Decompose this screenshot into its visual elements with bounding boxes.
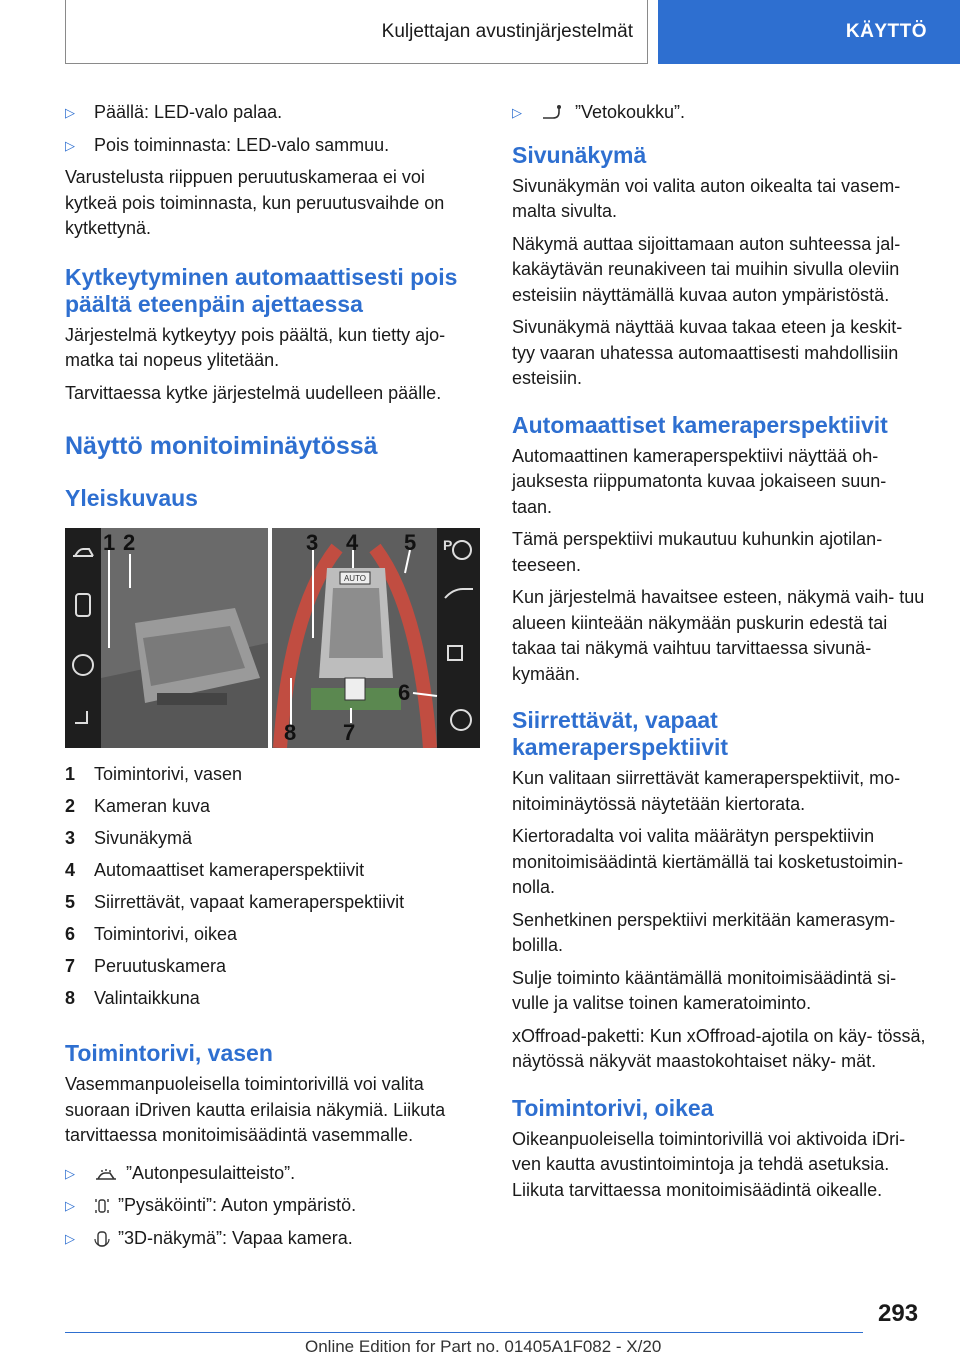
triangle-bullet-icon: ▷ xyxy=(65,1198,75,1213)
legend-row: 8 Valintaikkuna xyxy=(65,988,200,1008)
paragraph: Sulje toiminto kääntämällä monitoimisäädintä si- vulle ja valitse toinen kameratoiminto. xyxy=(512,967,897,1013)
legend-row: 2 Kameran kuva xyxy=(65,796,211,816)
3d-view-icon xyxy=(94,1229,110,1249)
paragraph: Kun järjestelmä havaitsee esteen, näkymä vaih- tuu alueen kiinteään näkymään puskurin edestä tai takaa tai näkymä vaihtuu tarvittaessa sivunä- kymään. xyxy=(512,587,925,684)
heading-toolbar-right: Toimintorivi, oikea xyxy=(512,1094,714,1121)
callout-8: 8 xyxy=(284,720,297,745)
callout-6: 6 xyxy=(398,680,411,705)
legend-row: 1 Toimintorivi, vasen xyxy=(65,764,243,784)
heading-toolbar-left: Toimintorivi, vasen xyxy=(65,1040,273,1066)
paragraph: Varustelusta riippuen peruutuskameraa ei voi kytkeä pois toiminnasta, kun peruutusvaihde on kytkettynä. xyxy=(65,167,445,238)
auto-label: AUTO xyxy=(343,574,367,583)
paragraph: Senhetkinen perspektiivi merkitään kamerasym- bolilla. xyxy=(512,909,896,955)
legend-row: 6 Toimintorivi, oikea xyxy=(65,924,238,944)
callout-4: 4 xyxy=(346,530,359,555)
legend-row: 5 Siirrettävät, vapaat kameraperspektiivit xyxy=(65,892,405,912)
heading-display: Näyttö monitoiminäytössä xyxy=(65,432,378,460)
page-number: 293 xyxy=(878,1300,919,1327)
list-item: ▷ ”3D-näkymä”: Vapaa kamera. xyxy=(65,1226,480,1252)
car-wash-icon xyxy=(94,1166,118,1182)
paragraph: Vasemmanpuoleisella toimintorivillä voi valita suoraan iDriven kautta erilaisia näkymiä. Liikuta tarvittaessa monitoimisäädintä vasemmalle. xyxy=(65,1074,446,1145)
triangle-bullet-icon: ▷ xyxy=(512,105,522,120)
callout-3: 3 xyxy=(306,530,319,555)
heading-overview: Yleiskuvaus xyxy=(65,485,198,511)
legend-row: 3 Sivunäkymä xyxy=(65,828,193,848)
legend-row: 4 Automaattiset kameraperspektiivit xyxy=(65,860,365,880)
triangle-bullet-icon: ▷ xyxy=(65,137,75,153)
heading-side-view: Sivunäkymä xyxy=(512,141,647,168)
right-column xyxy=(512,100,927,1210)
heading-auto-perspectives: Automaattiset kameraperspektiivit xyxy=(512,411,888,438)
paragraph: Järjestelmä kytkeytyy pois päältä, kun tietty ajo- matka tai nopeus ylitetään. xyxy=(65,324,446,370)
list-item: ▷ ”Vetokoukku”. xyxy=(512,100,927,126)
paragraph: Sivunäkymän voi valita auton oikealta tai vasem- malta sivulta. xyxy=(512,175,901,221)
callout-1: 1 xyxy=(103,530,116,555)
trailer-hitch-icon xyxy=(541,104,567,122)
parking-view-icon xyxy=(94,1196,110,1216)
paragraph: Tarvittaessa kytke järjestelmä uudelleen päälle. xyxy=(65,382,442,403)
header-chapter-tab[interactable]: KÄYTTÖ xyxy=(658,0,960,64)
camera-display-figure xyxy=(65,528,480,748)
triangle-bullet-icon: ▷ xyxy=(65,1230,75,1246)
paragraph: Automaattinen kameraperspektiivi näyttää oh- jauksesta riippumatonta kuvaa jokaiseen suun- taan. xyxy=(512,445,887,517)
callout-2: 2 xyxy=(123,530,136,555)
list-item: ▷ Päällä: LED-valo palaa. xyxy=(65,100,480,126)
paragraph: Kun valitaan siirrettävät kameraperspektiivit, mo- nitoiminäytössä näytetään kiertorata. xyxy=(512,768,901,814)
paragraph: xOffroad-paketti: Kun xOffroad-ajotila on käy- tössä, näytössä näkyvät maastokohtaiset näky- mät. xyxy=(512,1025,926,1071)
paragraph: Kiertoradalta voi valita määrätyn perspektiivin monitoimisäädintä kiertämällä tai kosketustoimin- nolla. xyxy=(512,826,904,897)
paragraph: Näkymä auttaa sijoittamaan auton suhteessa jal- kakäytävän reunakiveen tai muihin sivulla oleviin esteisiin näyttämällä kuvaa auton ympäristöstä. xyxy=(512,233,901,305)
triangle-bullet-icon: ▷ xyxy=(65,105,75,120)
callout-7: 7 xyxy=(343,720,356,745)
footer-edition: Online Edition for Part no. 01405A1F082 - X/20 xyxy=(305,1337,662,1356)
header-section-title: Kuljettajan avustinjärjestelmät xyxy=(65,0,648,64)
heading-free-perspectives: Siirrettävät, vapaat kameraperspektiivit xyxy=(512,707,729,760)
list-item: ▷ Pois toiminnasta: LED-valo sammuu. xyxy=(65,133,480,159)
footer-divider xyxy=(65,1332,863,1333)
paragraph: Tämä perspektiivi mukautuu kuhunkin ajotilan- teeseen. xyxy=(512,529,883,575)
heading-auto-off: Kytkeytyminen automaattisesti pois päältä eteenpäin ajettaessa xyxy=(65,263,458,317)
park-label: P xyxy=(443,537,453,553)
paragraph: Sivunäkymä näyttää kuvaa takaa eteen ja keskit- tyy vaaran uhatessa automaattisesti mahdollisiin esteisiin. xyxy=(512,317,903,388)
paragraph: Oikeanpuoleisella toimintorivillä voi aktivoida iDri- ven kautta avustintoimintoja ja tehdä asetuksia. Liikuta tarvittaessa monitoimisäädintä oikealle. xyxy=(512,1128,906,1200)
triangle-bullet-icon: ▷ xyxy=(65,1165,75,1181)
list-item: ▷ ”Pysäköinti”: Auton ympäristö. xyxy=(65,1193,480,1219)
camera-display-illustration xyxy=(65,528,480,748)
callout-5: 5 xyxy=(404,530,417,555)
list-item: ▷ ”Autonpesulaitteisto”. xyxy=(65,1161,480,1187)
legend-row: 7 Peruutuskamera xyxy=(65,956,227,976)
figure-legend xyxy=(65,758,480,1014)
left-column xyxy=(65,100,480,1258)
